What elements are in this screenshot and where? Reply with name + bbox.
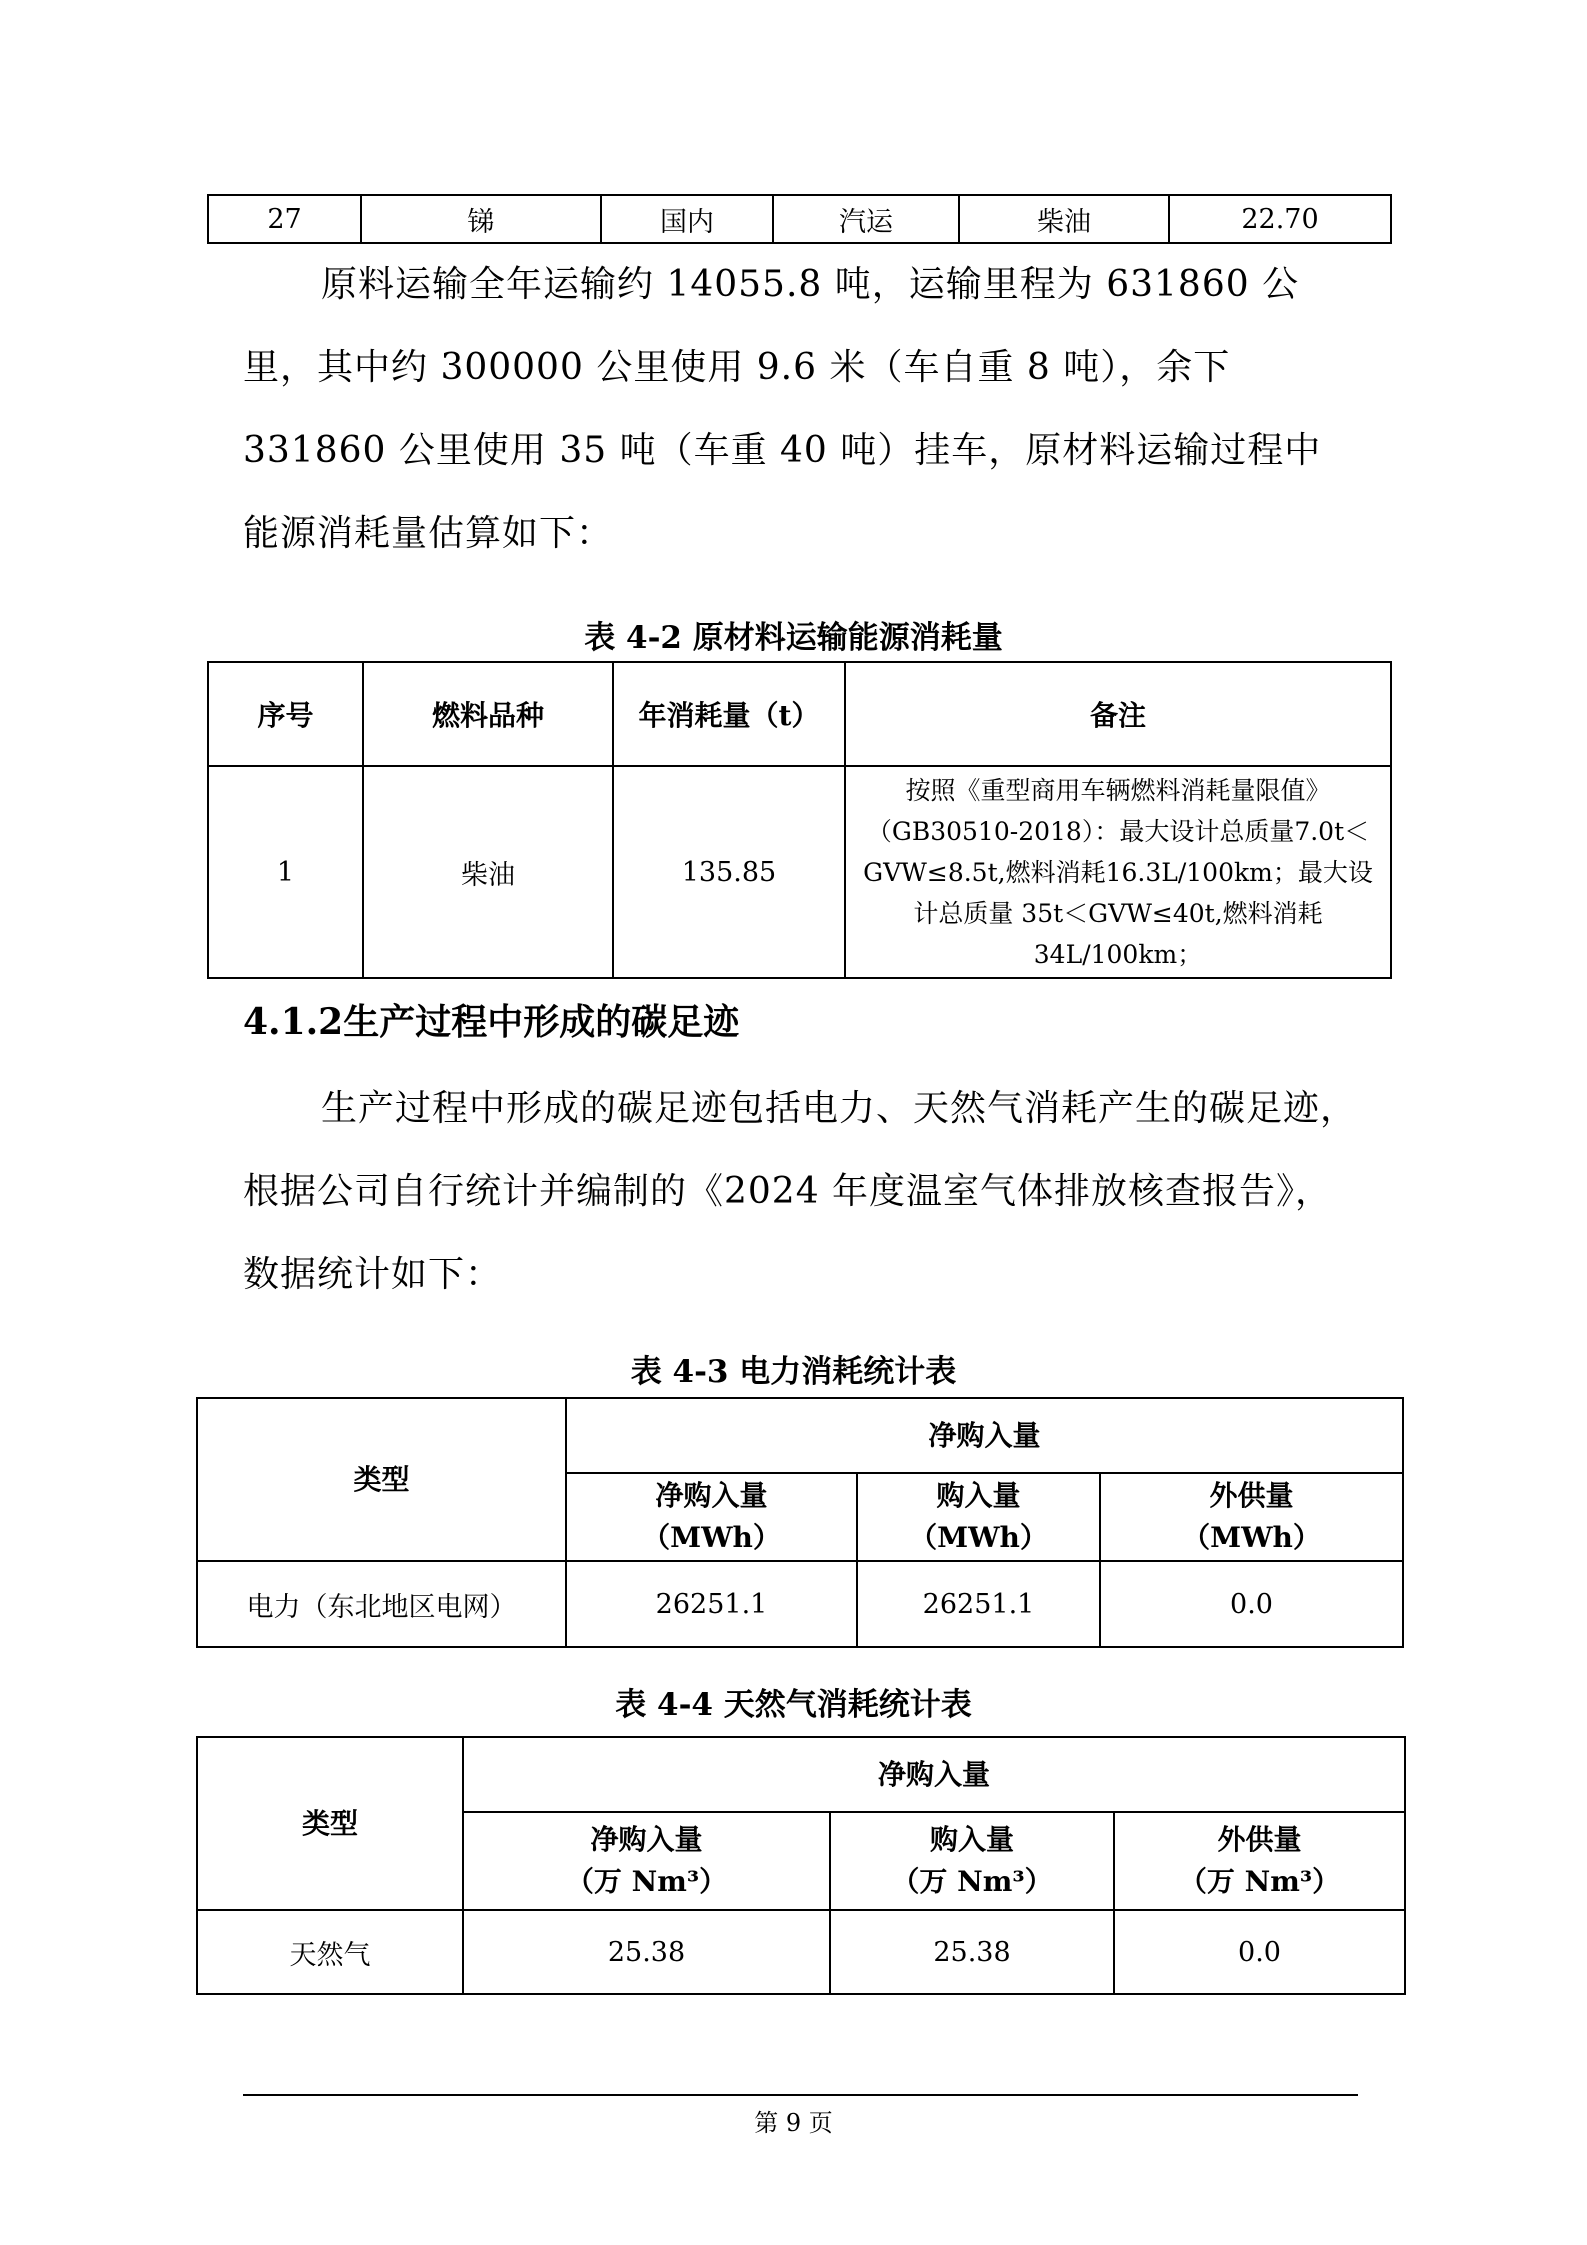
header-type: 类型: [197, 1398, 566, 1561]
cell-material: 锑: [361, 195, 601, 243]
cell-no: 27: [208, 195, 361, 243]
header-no: 序号: [208, 662, 363, 766]
header-net: 净购入量 （MWh）: [566, 1473, 857, 1561]
transport-table-continuation: [207, 194, 1392, 244]
table-row: [208, 195, 1391, 243]
section-heading: 4.1.2生产过程中形成的碳足迹: [243, 1001, 740, 1043]
header-purchased: 购入量 （万 Nm³）: [830, 1812, 1114, 1910]
cell-origin: 国内: [601, 195, 773, 243]
table-row: [208, 766, 1391, 978]
page-number: 第 9 页: [754, 2109, 833, 2137]
paragraph-transport: 原料运输全年运输约 14055.8 吨，运输里程为 631860 公里，其中约 300000 公里使用 9.6 米（车自重 8 吨），余下 331860 公里使用 35 吨（车重 40 吨）挂车，原材料运输过程中能源消耗量估算如下：: [243, 264, 1322, 554]
table-header-row: [208, 662, 1391, 766]
cell-type: 天然气: [197, 1910, 463, 1994]
table-header-row: [197, 1737, 1405, 1812]
table-header-row: [197, 1398, 1403, 1473]
cell-no: 1: [208, 766, 363, 978]
header-group: 净购入量: [566, 1398, 1403, 1473]
unit-label: （万 Nm³）: [565, 1865, 728, 1898]
table4-caption: 表 4-4 天然气消耗统计表: [615, 1687, 972, 1723]
cell-mode: 汽运: [773, 195, 959, 243]
table3-caption: 表 4-3 电力消耗统计表: [630, 1354, 957, 1390]
unit-label: （MWh）: [1182, 1521, 1321, 1554]
table2-caption: 表 4-2 原材料运输能源消耗量: [584, 620, 1003, 656]
header-net: 净购入量 （万 Nm³）: [463, 1812, 830, 1910]
table4: [196, 1736, 1406, 1995]
cell-supplied: 0.0: [1100, 1561, 1403, 1647]
table-row: [197, 1910, 1405, 1994]
header-purchased: 购入量 （MWh）: [857, 1473, 1100, 1561]
cell-purchased: 25.38: [830, 1910, 1114, 1994]
header-note: 备注: [845, 662, 1391, 766]
unit-label: （万 Nm³）: [1178, 1865, 1341, 1898]
table2: [207, 661, 1392, 979]
unit-label: （MWh）: [909, 1521, 1048, 1554]
cell-fuel: 柴油: [959, 195, 1169, 243]
cell-net: 25.38: [463, 1910, 830, 1994]
cell-supplied: 0.0: [1114, 1910, 1405, 1994]
table3: [196, 1397, 1404, 1648]
header-group: 净购入量: [463, 1737, 1405, 1812]
paragraph-production: 生产过程中形成的碳足迹包括电力、天然气消耗产生的碳足迹，根据公司自行统计并编制的《2024 年度温室气体排放核查报告》，数据统计如下：: [243, 1088, 1358, 1295]
cell-distance: 22.70: [1169, 195, 1391, 243]
header-amount: 年消耗量（t）: [613, 662, 845, 766]
cell-net: 26251.1: [566, 1561, 857, 1647]
cell-type: 电力（东北地区电网）: [197, 1561, 566, 1647]
cell-purchased: 26251.1: [857, 1561, 1100, 1647]
footer-divider: [243, 2094, 1358, 2096]
cell-note: 按照《重型商用车辆燃料消耗量限值》（GB30510-2018）：最大设计总质量7.0t＜GVW≤8.5t,燃料消耗16.3L/100km；最大设计总质量 35t＜GVW≤40t,燃料消耗 34L/100km；: [845, 766, 1391, 978]
header-supplied: 外供量 （万 Nm³）: [1114, 1812, 1405, 1910]
cell-amount: 135.85: [613, 766, 845, 978]
unit-label: （万 Nm³）: [891, 1865, 1053, 1898]
table-row: [197, 1561, 1403, 1647]
unit-label: （MWh）: [642, 1521, 781, 1554]
cell-fuel: 柴油: [363, 766, 613, 978]
header-fuel: 燃料品种: [363, 662, 613, 766]
header-type: 类型: [197, 1737, 463, 1910]
header-supplied: 外供量 （MWh）: [1100, 1473, 1403, 1561]
